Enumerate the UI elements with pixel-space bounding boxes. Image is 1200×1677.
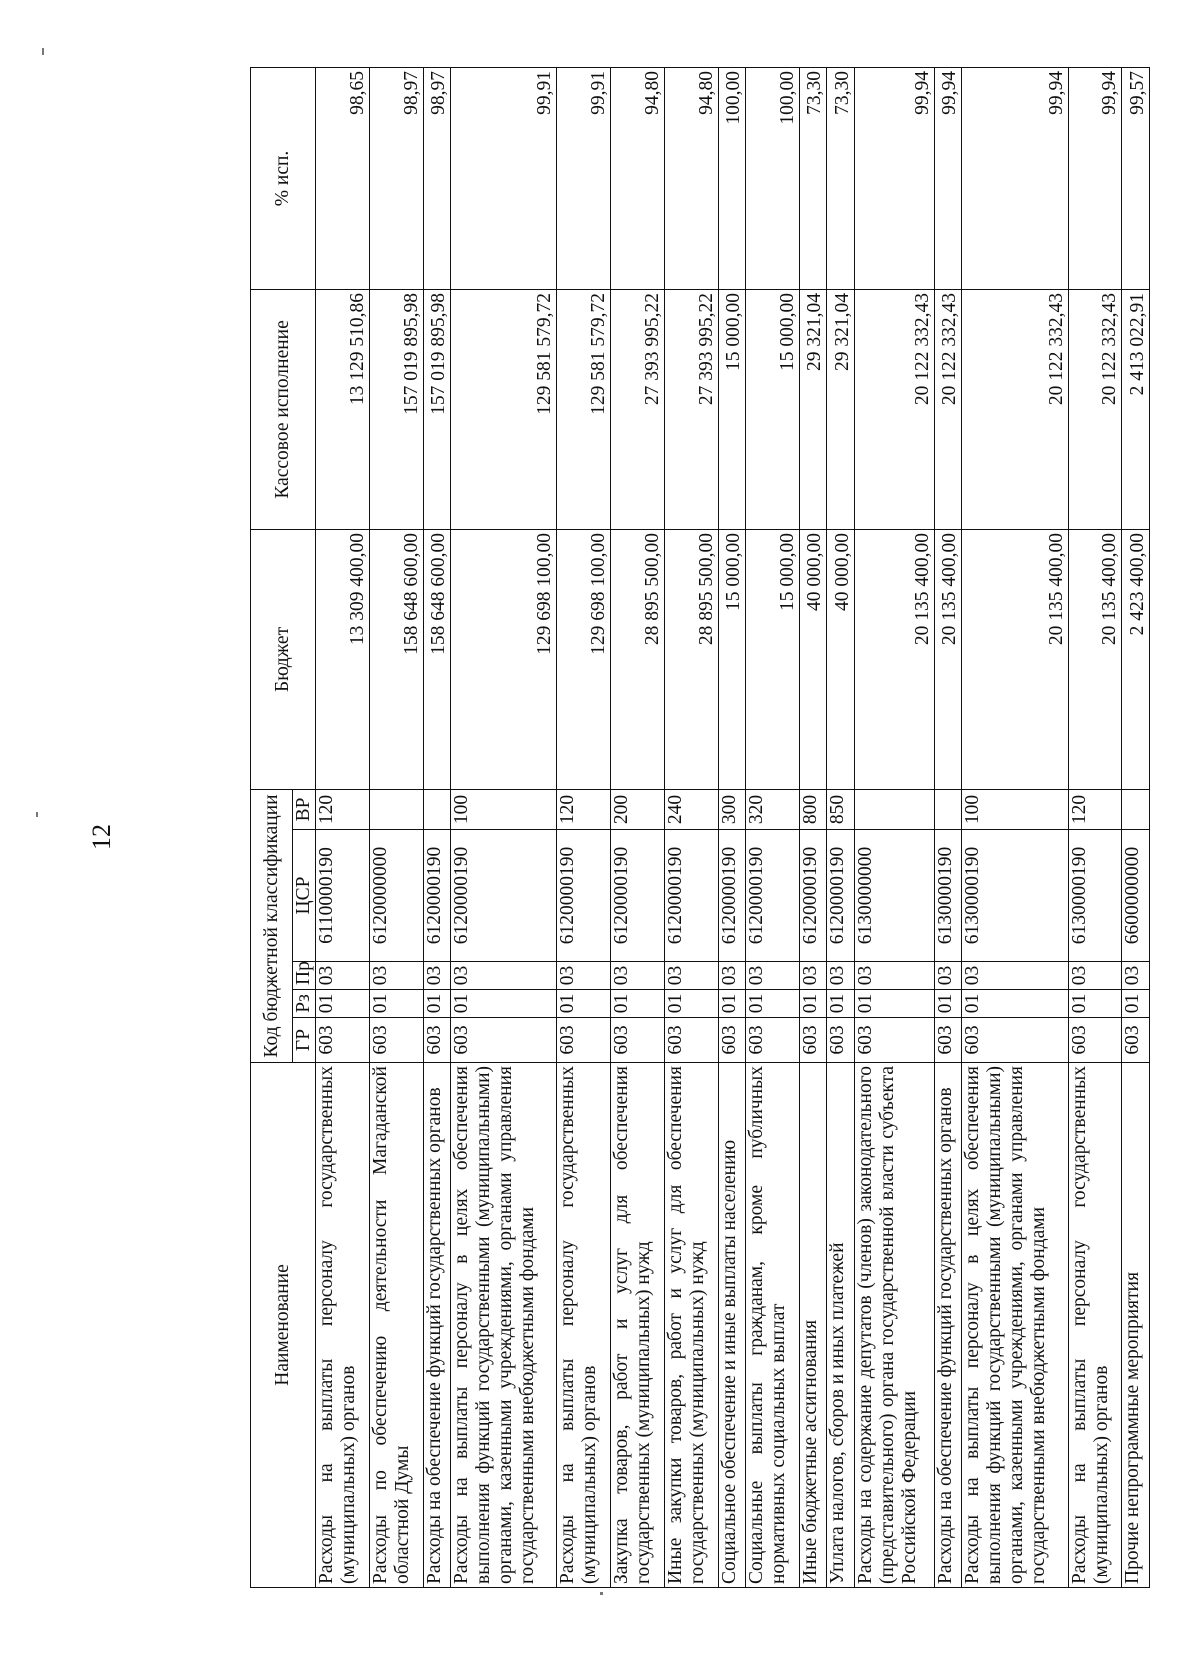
row-vr bbox=[423, 789, 450, 829]
row-gr: 603 bbox=[746, 1018, 800, 1063]
header-name: Наименование bbox=[251, 1063, 316, 1588]
row-gr: 603 bbox=[557, 1018, 611, 1063]
row-cash: 29 321,04 bbox=[799, 289, 826, 529]
row-budget: 28 895 500,00 bbox=[611, 529, 665, 789]
row-name: Закупка товаров, работ и услуг для обеспечения государственных (муниципальных) нужд bbox=[611, 1063, 665, 1588]
table-row bbox=[934, 67, 961, 1587]
row-cash: 129 581 579,72 bbox=[557, 289, 611, 529]
row-gr: 603 bbox=[718, 1018, 745, 1063]
row-csr: 6120000190 bbox=[423, 830, 450, 962]
row-csr: 6120000190 bbox=[664, 830, 718, 962]
row-rz: 01 bbox=[1068, 990, 1122, 1018]
table-row bbox=[369, 67, 423, 1587]
row-name: Прочие непрограммные мероприятия bbox=[1122, 1063, 1150, 1588]
row-vr: 800 bbox=[799, 789, 826, 829]
row-rz: 01 bbox=[423, 990, 450, 1018]
scan-mark bbox=[36, 812, 38, 817]
header-csr: ЦСР bbox=[293, 830, 316, 962]
header-pr: Пр bbox=[293, 962, 316, 990]
row-rz: 01 bbox=[451, 990, 557, 1018]
row-gr: 603 bbox=[664, 1018, 718, 1063]
table-row bbox=[557, 67, 611, 1587]
row-rz: 01 bbox=[316, 990, 370, 1018]
row-name: Социальные выплаты гражданам, кроме публичных нормативных социальных выплат bbox=[746, 1063, 800, 1588]
row-rz: 01 bbox=[962, 990, 1068, 1018]
row-percent: 94,80 bbox=[664, 67, 718, 289]
row-budget: 158 648 600,00 bbox=[369, 529, 423, 789]
row-name: Расходы по обеспечению деятельности Магаданской областной Думы bbox=[369, 1063, 423, 1588]
table-row bbox=[962, 67, 1068, 1587]
row-percent: 99,94 bbox=[1068, 67, 1122, 289]
row-percent: 100,00 bbox=[746, 67, 800, 289]
row-csr: 6120000190 bbox=[746, 830, 800, 962]
row-pr: 03 bbox=[1122, 962, 1150, 990]
row-cash: 20 122 332,43 bbox=[962, 289, 1068, 529]
scan-mark bbox=[600, 1592, 603, 1595]
row-name: Расходы на выплаты персоналу в целях обеспечения выполнения функций государственными (муниципальными) органами, казенными учреждениями, органами управления государственными внебюджетными фондами bbox=[451, 1063, 557, 1588]
row-budget: 20 135 400,00 bbox=[1068, 529, 1122, 789]
row-csr: 6120000190 bbox=[827, 830, 854, 962]
row-percent: 98,65 bbox=[316, 67, 370, 289]
row-pr: 03 bbox=[423, 962, 450, 990]
row-percent: 98,97 bbox=[423, 67, 450, 289]
row-cash: 20 122 332,43 bbox=[934, 289, 961, 529]
row-budget: 2 423 400,00 bbox=[1122, 529, 1150, 789]
row-pr: 03 bbox=[557, 962, 611, 990]
row-vr: 120 bbox=[1068, 789, 1122, 829]
row-name: Расходы на обеспечение функций государственных органов bbox=[934, 1063, 961, 1588]
row-rz: 01 bbox=[1122, 990, 1150, 1018]
row-vr: 300 bbox=[718, 789, 745, 829]
row-vr: 240 bbox=[664, 789, 718, 829]
header-cash: Кассовое исполнение bbox=[251, 289, 316, 529]
row-csr: 6130000000 bbox=[854, 830, 934, 962]
row-cash: 20 122 332,43 bbox=[1068, 289, 1122, 529]
row-cash: 27 393 995,22 bbox=[611, 289, 665, 529]
row-pr: 03 bbox=[1068, 962, 1122, 990]
row-csr: 6600000000 bbox=[1122, 830, 1150, 962]
row-cash: 29 321,04 bbox=[827, 289, 854, 529]
row-percent: 99,57 bbox=[1122, 67, 1150, 289]
header-percent: % исп. bbox=[251, 67, 316, 289]
row-percent: 99,94 bbox=[934, 67, 961, 289]
row-budget: 28 895 500,00 bbox=[664, 529, 718, 789]
row-percent: 99,94 bbox=[854, 67, 934, 289]
row-gr: 603 bbox=[854, 1018, 934, 1063]
row-budget: 15 000,00 bbox=[746, 529, 800, 789]
header-rz: Рз bbox=[293, 990, 316, 1018]
row-csr: 6130000190 bbox=[962, 830, 1068, 962]
row-budget: 40 000,00 bbox=[799, 529, 826, 789]
row-pr: 03 bbox=[934, 962, 961, 990]
row-name: Расходы на выплаты персоналу государственных (муниципальных) органов bbox=[316, 1063, 370, 1588]
header-code-group: Код бюджетной классификации bbox=[251, 789, 293, 1062]
header-vr: ВР bbox=[293, 789, 316, 829]
row-percent: 73,30 bbox=[799, 67, 826, 289]
row-cash: 20 122 332,43 bbox=[854, 289, 934, 529]
row-cash: 157 019 895,98 bbox=[369, 289, 423, 529]
row-cash: 13 129 510,86 bbox=[316, 289, 370, 529]
row-vr: 100 bbox=[451, 789, 557, 829]
page-number: 12 bbox=[87, 824, 116, 850]
row-gr: 603 bbox=[962, 1018, 1068, 1063]
row-csr: 6120000190 bbox=[611, 830, 665, 962]
row-pr: 03 bbox=[611, 962, 665, 990]
table-row bbox=[316, 67, 370, 1587]
row-csr: 6120000190 bbox=[557, 830, 611, 962]
row-percent: 99,94 bbox=[962, 67, 1068, 289]
row-pr: 03 bbox=[664, 962, 718, 990]
row-gr: 603 bbox=[1068, 1018, 1122, 1063]
row-budget: 40 000,00 bbox=[827, 529, 854, 789]
row-rz: 01 bbox=[746, 990, 800, 1018]
row-cash: 15 000,00 bbox=[718, 289, 745, 529]
row-pr: 03 bbox=[962, 962, 1068, 990]
row-rz: 01 bbox=[664, 990, 718, 1018]
row-cash: 2 413 022,91 bbox=[1122, 289, 1150, 529]
row-cash: 129 581 579,72 bbox=[451, 289, 557, 529]
row-rz: 01 bbox=[854, 990, 934, 1018]
row-gr: 603 bbox=[316, 1018, 370, 1063]
scan-mark bbox=[42, 48, 44, 55]
row-percent: 73,30 bbox=[827, 67, 854, 289]
row-budget: 20 135 400,00 bbox=[962, 529, 1068, 789]
row-gr: 603 bbox=[451, 1018, 557, 1063]
table-row bbox=[746, 67, 800, 1587]
row-vr bbox=[854, 789, 934, 829]
row-budget: 15 000,00 bbox=[718, 529, 745, 789]
row-rz: 01 bbox=[557, 990, 611, 1018]
table-row bbox=[611, 67, 665, 1587]
row-csr: 6120000190 bbox=[451, 830, 557, 962]
row-name: Иные закупки товаров, работ и услуг для обеспечения государственных (муниципальных) нужд bbox=[664, 1063, 718, 1588]
table-row bbox=[854, 67, 934, 1587]
row-vr: 120 bbox=[557, 789, 611, 829]
row-pr: 03 bbox=[746, 962, 800, 990]
row-gr: 603 bbox=[423, 1018, 450, 1063]
table-row bbox=[1122, 67, 1150, 1587]
row-cash: 157 019 895,98 bbox=[423, 289, 450, 529]
row-pr: 03 bbox=[451, 962, 557, 990]
budget-execution-table bbox=[250, 67, 1150, 1588]
row-pr: 03 bbox=[799, 962, 826, 990]
row-gr: 603 bbox=[934, 1018, 961, 1063]
row-rz: 01 bbox=[827, 990, 854, 1018]
row-name: Расходы на обеспечение функций государственных органов bbox=[423, 1063, 450, 1588]
table-row bbox=[827, 67, 854, 1587]
row-name: Уплата налогов, сборов и иных платежей bbox=[827, 1063, 854, 1588]
row-percent: 94,80 bbox=[611, 67, 665, 289]
row-budget: 129 698 100,00 bbox=[557, 529, 611, 789]
row-cash: 27 393 995,22 bbox=[664, 289, 718, 529]
rotated-page-content bbox=[250, 68, 1150, 1588]
row-gr: 603 bbox=[827, 1018, 854, 1063]
row-budget: 13 309 400,00 bbox=[316, 529, 370, 789]
row-pr: 03 bbox=[316, 962, 370, 990]
row-rz: 01 bbox=[799, 990, 826, 1018]
row-budget: 20 135 400,00 bbox=[934, 529, 961, 789]
row-name: Иные бюджетные ассигнования bbox=[799, 1063, 826, 1588]
row-gr: 603 bbox=[1122, 1018, 1150, 1063]
row-vr bbox=[1122, 789, 1150, 829]
row-pr: 03 bbox=[369, 962, 423, 990]
row-name: Расходы на выплаты персоналу государственных (муниципальных) органов bbox=[1068, 1063, 1122, 1588]
row-csr: 6120000000 bbox=[369, 830, 423, 962]
table-row bbox=[799, 67, 826, 1587]
row-percent: 99,91 bbox=[557, 67, 611, 289]
row-name: Расходы на выплаты персоналу государственных (муниципальных) органов bbox=[557, 1063, 611, 1588]
table-row bbox=[451, 67, 557, 1587]
row-pr: 03 bbox=[718, 962, 745, 990]
row-rz: 01 bbox=[718, 990, 745, 1018]
row-percent: 100,00 bbox=[718, 67, 745, 289]
row-csr: 6130000190 bbox=[1068, 830, 1122, 962]
row-csr: 6120000190 bbox=[799, 830, 826, 962]
row-vr bbox=[934, 789, 961, 829]
table-row bbox=[1068, 67, 1122, 1587]
row-gr: 603 bbox=[611, 1018, 665, 1063]
row-rz: 01 bbox=[934, 990, 961, 1018]
row-pr: 03 bbox=[854, 962, 934, 990]
row-vr: 200 bbox=[611, 789, 665, 829]
row-budget: 20 135 400,00 bbox=[854, 529, 934, 789]
row-rz: 01 bbox=[611, 990, 665, 1018]
row-csr: 6110000190 bbox=[316, 830, 370, 962]
row-gr: 603 bbox=[799, 1018, 826, 1063]
table-row bbox=[664, 67, 718, 1587]
header-budget: Бюджет bbox=[251, 529, 316, 789]
header-gr: ГР bbox=[293, 1018, 316, 1063]
row-pr: 03 bbox=[827, 962, 854, 990]
row-rz: 01 bbox=[369, 990, 423, 1018]
table-row bbox=[423, 67, 450, 1587]
row-percent: 98,97 bbox=[369, 67, 423, 289]
row-name: Социальное обеспечение и иные выплаты населению bbox=[718, 1063, 745, 1588]
row-vr bbox=[369, 789, 423, 829]
row-percent: 99,91 bbox=[451, 67, 557, 289]
row-cash: 15 000,00 bbox=[746, 289, 800, 529]
row-budget: 158 648 600,00 bbox=[423, 529, 450, 789]
row-vr: 120 bbox=[316, 789, 370, 829]
row-name: Расходы на содержание депутатов (членов) законодательного (представительного) органа государственной власти субъекта Российской Федерации bbox=[854, 1063, 934, 1588]
row-gr: 603 bbox=[369, 1018, 423, 1063]
row-vr: 100 bbox=[962, 789, 1068, 829]
row-vr: 320 bbox=[746, 789, 800, 829]
row-vr: 850 bbox=[827, 789, 854, 829]
row-budget: 129 698 100,00 bbox=[451, 529, 557, 789]
table-row bbox=[718, 67, 745, 1587]
row-csr: 6130000190 bbox=[934, 830, 961, 962]
row-name: Расходы на выплаты персоналу в целях обеспечения выполнения функций государственными (муниципальными) органами, казенными учреждениями, органами управления государственными внебюджетными фондами bbox=[962, 1063, 1068, 1588]
row-csr: 6120000190 bbox=[718, 830, 745, 962]
